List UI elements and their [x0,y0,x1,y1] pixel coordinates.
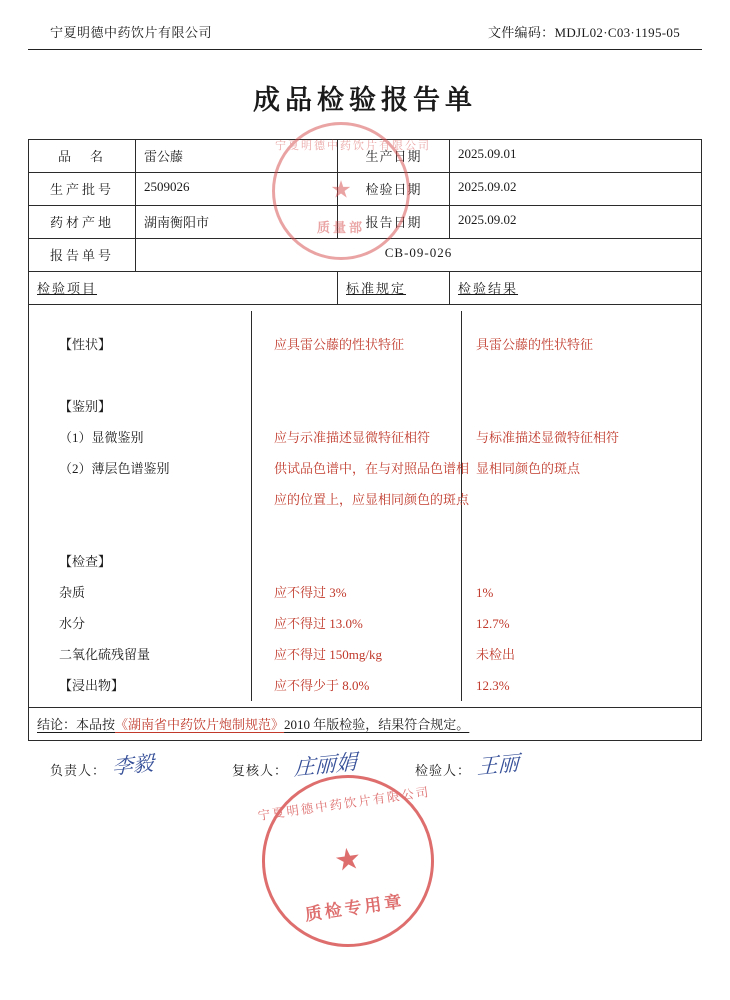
column-header-result-text: 检验结果 [458,281,519,296]
list-item: 与标准描述显微特征相符 [476,430,620,445]
table-row [29,239,702,272]
owner-signature [50,749,154,779]
column-header-item-text: 检验项目 [37,281,98,296]
product-name-label: 品 名 [29,140,136,173]
inspection-body-row [29,305,702,708]
list-item [274,515,451,546]
quality-inspection-stamp-icon [251,764,445,958]
list-item: 应不得过 150mg/kg [274,647,382,662]
document-code-value: MDJL02·C03·1195-05 [554,25,680,40]
list-item [476,360,683,391]
header-divider [28,49,702,50]
list-item: 【性状】 [59,337,112,352]
conclusion-spec: 《湖南省中药饮片炮制规范》 [115,717,285,732]
list-item: 应与示准描述显微特征相符 [274,430,431,445]
list-item [274,360,451,391]
owner-label: 负责人： [50,763,107,778]
list-item: （2）薄层色谱鉴别 [59,461,170,476]
list-item [59,360,241,391]
conclusion-text-after: 2010 年版检验，结果符合规定。 [284,717,470,732]
list-item: 应不得少于 8.0% [274,678,370,693]
column-header-standard-text: 标准规定 [346,281,407,296]
list-item: 供试品色谱中，在与对照品色谱相 [274,461,470,476]
inspector-signature-value: 王丽 [476,750,520,780]
list-item: 应不得过 3% [274,585,347,600]
inspector-signature [415,749,519,779]
inspection-date-value: 2025.09.02 [450,173,702,206]
owner-signature-value: 李毅 [111,750,155,780]
stamp-bottom-star-icon: ★ [332,841,364,879]
conclusion-text-before: 本品按 [76,717,116,732]
report-table [28,139,702,741]
conclusion-label: 结论： [37,717,77,732]
inspection-result-column [462,311,693,701]
product-name-value: 雷公藤 [136,140,338,173]
list-item: 【检查】 [59,554,112,569]
signature-row [28,741,702,779]
conclusion-cell [29,708,702,741]
document-code-label: 文件编码： [487,25,555,40]
column-header-standard [338,272,450,305]
inspector-label: 检验人： [415,763,472,778]
stamp-top-arc-text: 宁夏明德中药饮片有限公司 [275,140,431,152]
list-item: 应不得过 13.0% [274,616,363,631]
list-item [476,484,683,515]
column-header-item [29,272,338,305]
inspection-standard-column [252,311,470,701]
report-date-value: 2025.09.02 [450,206,702,239]
document-code [488,22,680,41]
list-item: 杂质 [59,585,86,600]
list-item: 12.3% [476,678,510,693]
list-item: 1% [476,585,494,600]
batch-value: 2509026 [136,173,338,206]
list-item [476,391,683,422]
stamp-bottom-arc-text: 宁夏明德中药饮片有限公司 [256,784,432,824]
reviewer-label: 复核人： [232,763,289,778]
inspection-grid [37,311,693,701]
table-row [29,140,702,173]
production-date-label: 生产日期 [338,140,450,173]
report-no-label: 报告单号 [29,239,136,272]
stamp-top-star-icon: ★ [330,177,352,204]
list-item: 【鉴别】 [59,399,112,414]
report-no-value: CB-09-026 [136,239,702,272]
inspection-items-column [37,311,252,701]
page-title: 成品检验报告单 [253,85,477,115]
table-row [29,173,702,206]
list-item: （1）显微鉴别 [59,430,144,445]
list-item [476,546,683,577]
list-item: 水分 [59,616,86,631]
report-date-label: 报告日期 [338,206,450,239]
list-item [476,515,683,546]
reviewer-signature [232,749,357,779]
inspection-body-cell [29,305,702,708]
list-item: 12.7% [476,616,510,631]
stamp-top-bottom-text: 质量部 [316,219,365,235]
column-header-result [450,272,702,305]
inspection-header-row [29,272,702,305]
list-item: 未检出 [476,647,516,662]
list-item [274,546,451,577]
page-header [28,22,702,49]
list-item [59,484,241,515]
list-item [274,391,451,422]
list-item: 应的位置上，应显相同颜色的斑点 [274,492,470,507]
list-item: 具雷公藤的性状特征 [476,337,594,352]
origin-value: 湖南衡阳市 [136,206,338,239]
origin-label: 药材产地 [29,206,136,239]
list-item: 显相同颜色的斑点 [476,461,581,476]
list-item [59,515,241,546]
conclusion-row [29,708,702,741]
list-item: 二氧化硫残留量 [59,647,151,662]
production-date-value: 2025.09.01 [450,140,702,173]
list-item: 应具雷公藤的性状特征 [274,337,405,352]
table-row [29,206,702,239]
list-item: 【浸出物】 [59,678,125,693]
inspection-date-label: 检验日期 [338,173,450,206]
company-name: 宁夏明德中药饮片有限公司 [50,25,213,40]
reviewer-signature-value: 庄丽娟 [293,749,358,781]
batch-label: 生产批号 [29,173,136,206]
stamp-bottom-bottom-text: 质检专用章 [303,891,406,925]
